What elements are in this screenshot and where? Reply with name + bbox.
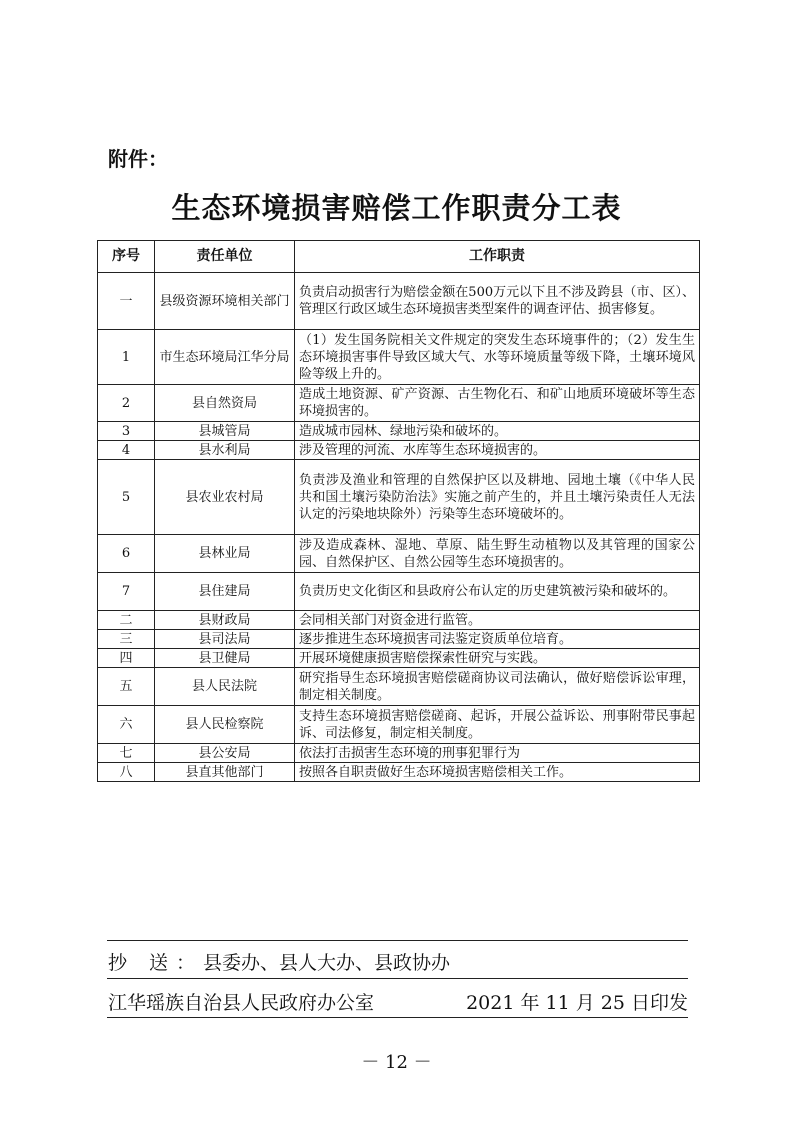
duty-description: 逐步推进生态环境损害司法鉴定资质单位培育。: [295, 630, 700, 649]
duty-description: 涉及造成森林、湿地、草原、陆生野生动植物以及其管理的国家公园、自然保护区、自然公园等生态环境损害的。: [295, 535, 700, 573]
responsible-unit: 县直其他部门: [155, 763, 295, 782]
row-number: 一: [98, 273, 155, 330]
responsible-unit: 县自然资局: [155, 385, 295, 422]
table-row: [98, 573, 700, 611]
table-row: [98, 385, 700, 422]
table-row: [98, 744, 700, 763]
duty-description: 开展环境健康损害赔偿探索性研究与实践。: [295, 649, 700, 668]
row-number: 1: [98, 330, 155, 385]
row-number: 5: [98, 460, 155, 535]
responsible-unit: 县司法局: [155, 630, 295, 649]
responsible-unit: 县卫健局: [155, 649, 295, 668]
responsible-unit: 县人民检察院: [155, 706, 295, 744]
duty-description: 负责历史文化街区和县政府公布认定的历史建筑被污染和破坏的。: [295, 573, 700, 611]
row-number: 八: [98, 763, 155, 782]
footer-divider-bottom: [107, 1017, 688, 1018]
responsible-unit: 市生态环境局江华分局: [155, 330, 295, 385]
row-number: 六: [98, 706, 155, 744]
row-number: 2: [98, 385, 155, 422]
table-row: [98, 630, 700, 649]
duty-description: 按照各自职责做好生态环境损害赔偿相关工作。: [295, 763, 700, 782]
table-row: [98, 273, 700, 330]
issuing-office: 江华瑶族自治县人民政府办公室: [108, 992, 375, 1014]
footer-divider-top: [107, 940, 688, 941]
column-header-unit: 责任单位: [155, 241, 295, 273]
table-row: [98, 611, 700, 630]
row-number: 7: [98, 573, 155, 611]
cc-recipients: 县委办、县人大办、县政协办: [203, 952, 451, 974]
duty-table: [97, 240, 700, 782]
duty-description: 依法打击损害生态环境的刑事犯罪行为: [295, 744, 700, 763]
duty-description: 会同相关部门对资金进行监管。: [295, 611, 700, 630]
row-number: 二: [98, 611, 155, 630]
responsible-unit: 县林业局: [155, 535, 295, 573]
table-row: [98, 330, 700, 385]
issue-date: 2021 年 11 月 25 日印发: [466, 992, 688, 1014]
page-number: － 12 －: [361, 1052, 432, 1073]
row-number: 三: [98, 630, 155, 649]
table-row: [98, 649, 700, 668]
attachment-label: 附件：: [108, 147, 168, 171]
responsible-unit: 县住建局: [155, 573, 295, 611]
cc-line: [108, 948, 688, 975]
cc-label: 抄 送：: [108, 952, 204, 974]
column-header-duty: 工作职责: [295, 241, 700, 273]
duty-description: 研究指导生态环境损害赔偿磋商协议司法确认，做好赔偿诉讼审理，制定相关制度。: [295, 668, 700, 706]
duty-description: 负责涉及渔业和管理的自然保护区以及耕地、园地土壤（《中华人民共和国土壤污染防治法》实施之前产生的，并且土壤污染责任人无法认定的污染地块除外）污染等生态环境破坏的。: [295, 460, 700, 535]
duty-description: （1）发生国务院相关文件规定的突发生态环境事件的；（2）发生生态环境损害事件导致区域大气、水等环境质量等级下降，土壤环境风险等级上升的。: [295, 330, 700, 385]
table-row: [98, 706, 700, 744]
row-number: 4: [98, 441, 155, 460]
duty-description: 造成土地资源、矿产资源、古生物化石、和矿山地质环境破坏等生态环境损害的。: [295, 385, 700, 422]
table-row: [98, 535, 700, 573]
responsible-unit: 县农业农村局: [155, 460, 295, 535]
responsible-unit: 县公安局: [155, 744, 295, 763]
responsible-unit: 县级资源环境相关部门: [155, 273, 295, 330]
table-row: [98, 460, 700, 535]
table-row: [98, 668, 700, 706]
row-number: 3: [98, 422, 155, 441]
responsible-unit: 县财政局: [155, 611, 295, 630]
duty-description: 造成城市园林、绿地污染和破坏的。: [295, 422, 700, 441]
row-number: 四: [98, 649, 155, 668]
responsible-unit: 县人民法院: [155, 668, 295, 706]
footer-divider-middle: [107, 978, 688, 979]
responsible-unit: 县水利局: [155, 441, 295, 460]
document-title: 生态环境损害赔偿工作职责分工表: [171, 191, 622, 225]
duty-description: 涉及管理的河流、水库等生态环境损害的。: [295, 441, 700, 460]
responsible-unit: 县城管局: [155, 422, 295, 441]
table-row: [98, 441, 700, 460]
table-header-row: [98, 241, 700, 273]
table-row: [98, 763, 700, 782]
duty-description: 支持生态环境损害赔偿磋商、起诉，开展公益诉讼、刑事附带民事起诉、司法修复，制定相关制度。: [295, 706, 700, 744]
column-header-no: 序号: [98, 241, 155, 273]
row-number: 五: [98, 668, 155, 706]
row-number: 6: [98, 535, 155, 573]
row-number: 七: [98, 744, 155, 763]
table-row: [98, 422, 700, 441]
duty-description: 负责启动损害行为赔偿金额在500万元以下且不涉及跨县（市、区）、管理区行政区域生态环境损害类型案件的调查评估、损害修复。: [295, 273, 700, 330]
